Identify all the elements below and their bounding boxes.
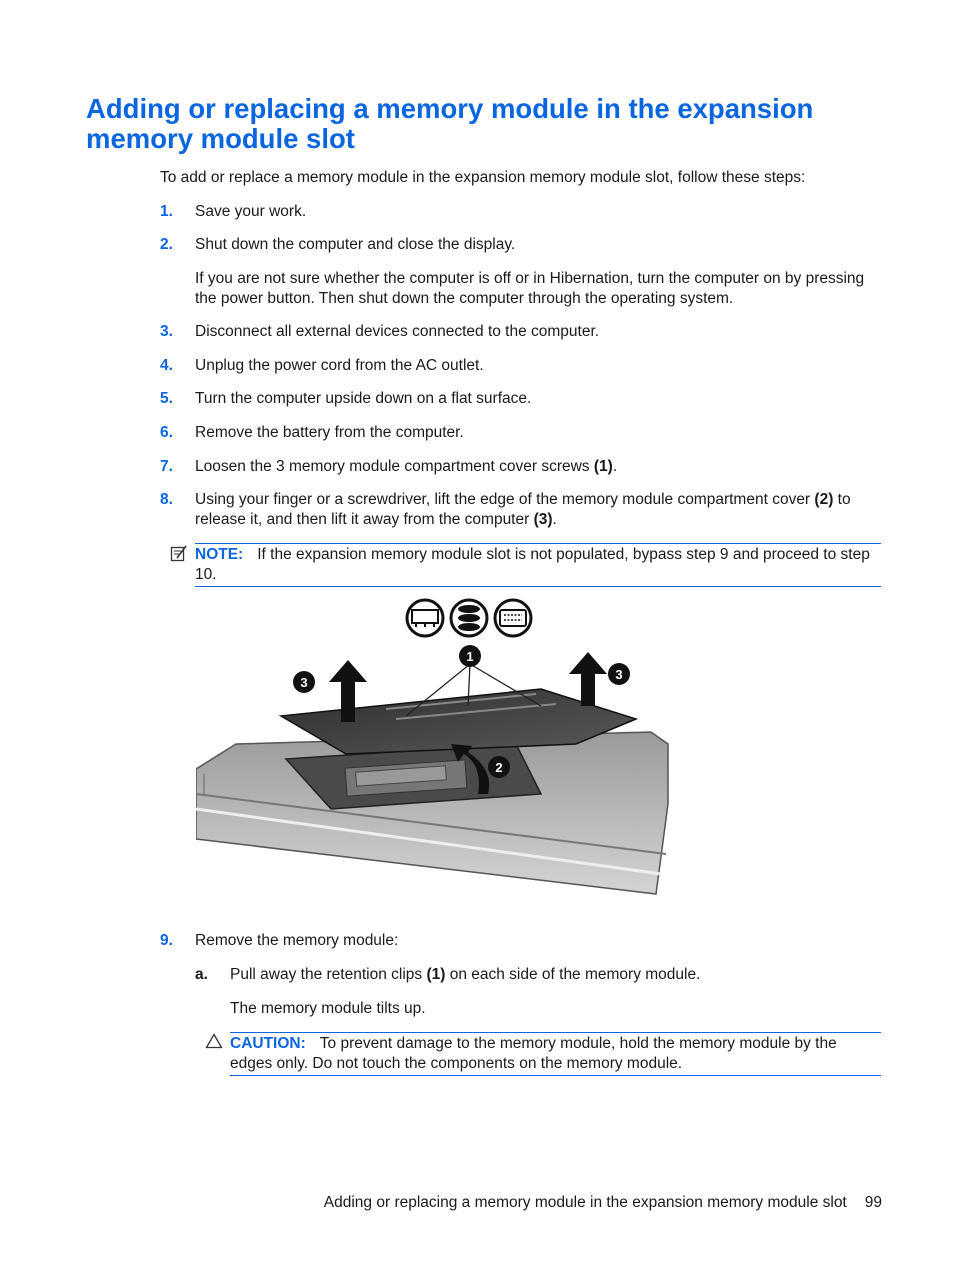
step-text: Remove the battery from the computer. (195, 424, 464, 441)
page-number: 99 (864, 1194, 882, 1211)
step-number: 1. (160, 203, 173, 220)
keyboard-icon (495, 600, 531, 636)
svg-text:3: 3 (615, 667, 623, 682)
step-text: Loosen the 3 memory module compartment cover screws (1). (195, 458, 618, 475)
callout-3-left (293, 671, 315, 693)
drive-icon (451, 600, 487, 636)
caution-label: CAUTION: (230, 1035, 306, 1052)
substep-text: Pull away the retention clips (1) on each side of the memory module. (230, 966, 701, 983)
callout-ref: (1) (593, 458, 613, 475)
step-number: 5. (160, 390, 173, 407)
callout-3-right (608, 663, 630, 685)
caution-text: To prevent damage to the memory module, hold the memory module by the edges only. Do not touch the components on the memory module. (230, 1035, 837, 1072)
substep-letter: a. (195, 966, 208, 983)
note-text: If the expansion memory module slot is not populated, bypass step 9 and proceed to step 10. (195, 546, 870, 583)
svg-text:2: 2 (495, 760, 503, 775)
svg-text:1: 1 (466, 649, 474, 664)
step-text: Disconnect all external devices connected to the computer. (195, 323, 600, 340)
callout-ref: (2) (814, 491, 834, 508)
step-number: 9. (160, 932, 173, 949)
substep-detail: The memory module tilts up. (230, 1000, 426, 1017)
callout-ref: (3) (533, 511, 553, 528)
callout-2 (488, 756, 510, 778)
step-text: Remove the memory module: (195, 932, 399, 949)
step-number: 2. (160, 236, 173, 253)
page-footer (324, 1193, 882, 1213)
svg-text:3: 3 (300, 675, 308, 690)
footer-title: Adding or replacing a memory module in the expansion memory module slot (323, 1194, 847, 1211)
note-box (195, 543, 881, 587)
step-number: 7. (160, 458, 173, 475)
step-text: Unplug the power cord from the AC outlet. (195, 357, 484, 374)
step-number: 4. (160, 357, 173, 374)
step-text: Using your finger or a screwdriver, lift the edge of the memory module compartment cover (2) to release it, and then lift it away from the computer (3). (195, 491, 851, 528)
memory-compartment-illustration (196, 594, 674, 912)
caution-icon (205, 1033, 223, 1049)
step-2-detail: If you are not sure whether the computer is off or in Hibernation, turn the computer on by pressing the power button. Then shut down the computer through the operating system. (195, 270, 865, 307)
note-label: NOTE: (195, 546, 244, 563)
step-text: Save your work. (195, 203, 307, 220)
page-title: Adding or replacing a memory module in the expansion memory module slot (86, 93, 814, 154)
step-text: Shut down the computer and close the display. (195, 236, 516, 253)
step-number: 6. (160, 424, 173, 441)
intro-text: To add or replace a memory module in the expansion memory module slot, follow these steps: (160, 169, 806, 186)
callout-1 (459, 645, 481, 667)
caution-box (230, 1032, 881, 1076)
memory-icon (407, 600, 443, 636)
step-text: Turn the computer upside down on a flat surface. (195, 390, 532, 407)
note-icon (170, 544, 188, 562)
callout-ref: (1) (426, 966, 446, 983)
step-number: 3. (160, 323, 173, 340)
step-number: 8. (160, 491, 173, 508)
